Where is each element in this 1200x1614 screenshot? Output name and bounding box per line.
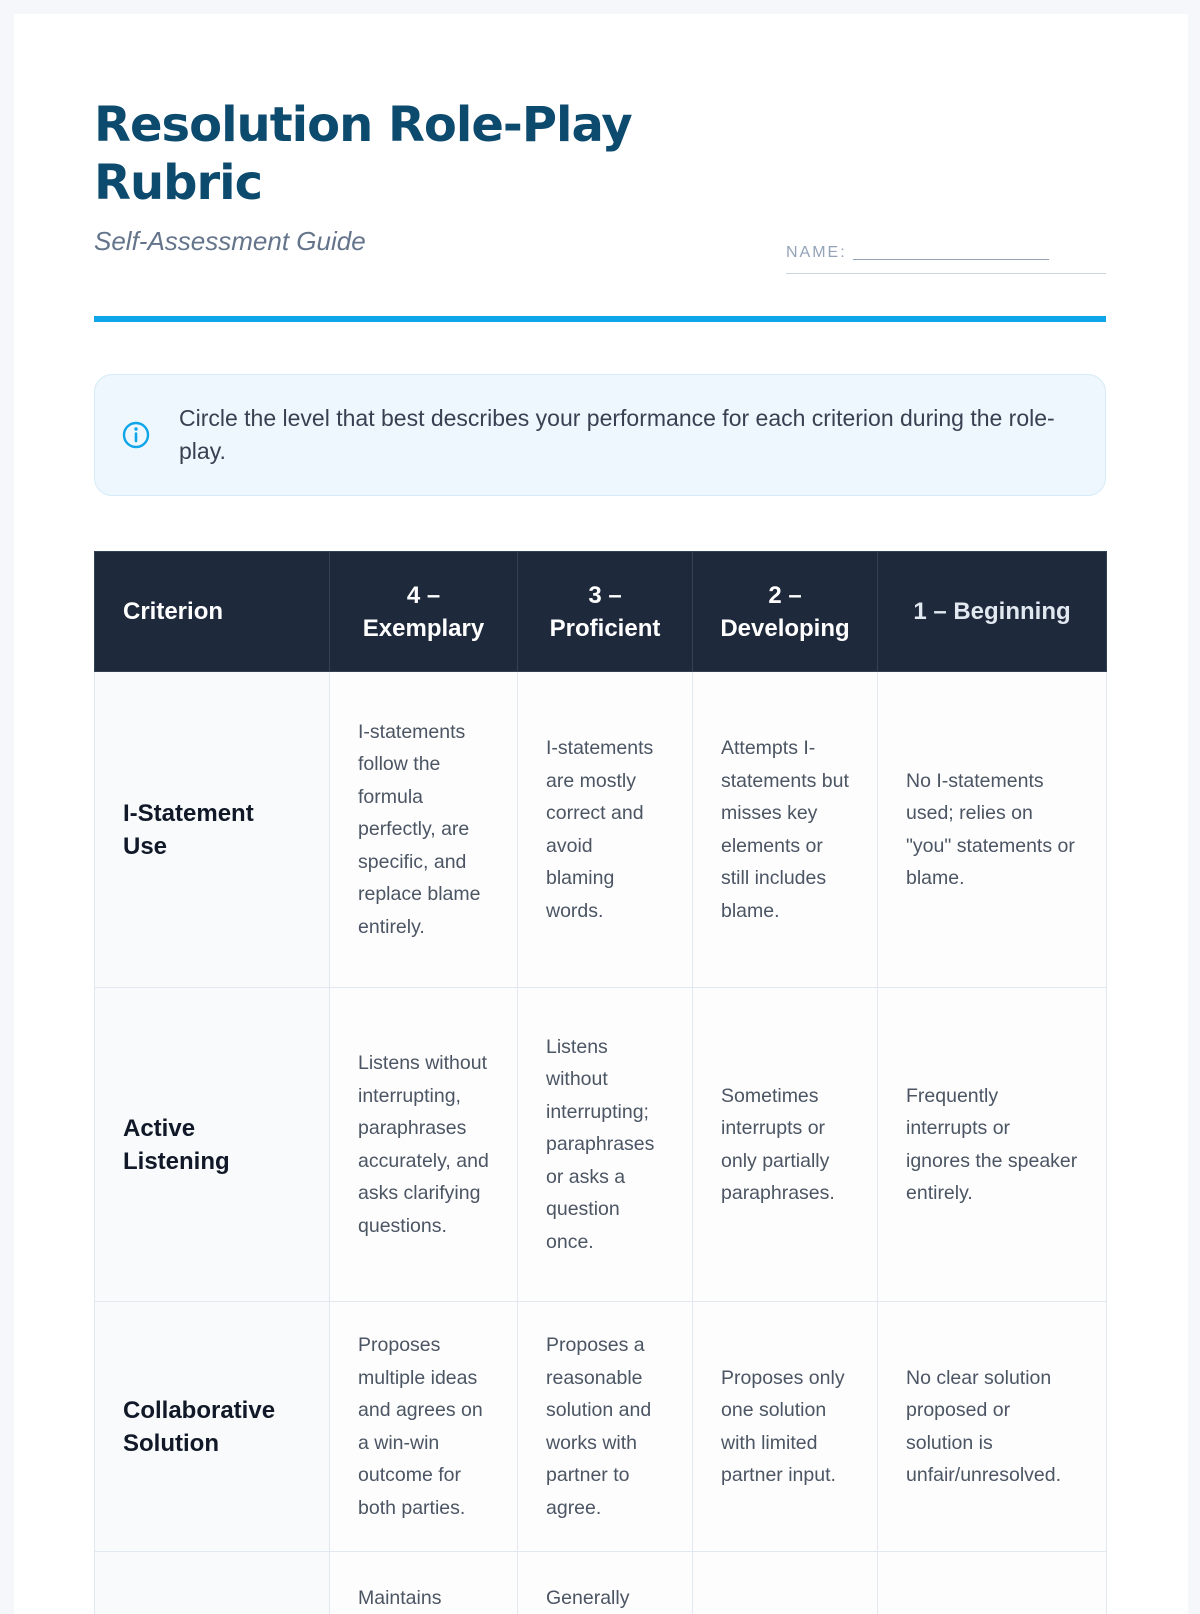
column-header-criterion: Criterion (95, 552, 330, 672)
rubric-sheet (14, 14, 1188, 1614)
name-field[interactable] (786, 236, 1106, 274)
table-row (95, 1552, 1107, 1614)
level-4-cell[interactable]: Proposes multiple ideas and agrees on a win-win outcome for both parties. (330, 1302, 518, 1552)
criterion-cell: I-Statement Use (95, 672, 330, 988)
level-4-cell[interactable]: I-statements follow the formula perfectly, are specific, and replace blame entirely. (330, 672, 518, 988)
column-header-beginning: 1 – Beginning (878, 552, 1107, 672)
table-row (95, 672, 1107, 988)
level-1-cell[interactable] (878, 1552, 1107, 1614)
column-header-exemplary: 4 – Exemplary (330, 552, 518, 672)
column-header-proficient: 3 – Proficient (518, 552, 693, 672)
name-line: ______________________ (853, 244, 1049, 261)
info-icon (121, 420, 151, 450)
table-header-row (95, 552, 1107, 672)
page-title: Resolution Role-Play Rubric (94, 96, 734, 212)
rubric-table (94, 551, 1107, 1614)
level-1-cell[interactable]: No clear solution proposed or solution is unfair/unresolved. (878, 1302, 1107, 1552)
level-1-cell[interactable]: Frequently interrupts or ignores the speaker entirely. (878, 988, 1107, 1302)
level-3-cell[interactable]: Proposes a reasonable solution and works with partner to agree. (518, 1302, 693, 1552)
document-header (94, 96, 1106, 322)
level-3-cell[interactable]: Listens without interrupting; paraphrases or asks a question once. (518, 988, 693, 1302)
level-4-cell[interactable]: Maintains (330, 1552, 518, 1614)
level-2-cell[interactable] (693, 1552, 878, 1614)
name-label: NAME: (786, 244, 847, 261)
level-2-cell[interactable]: Sometimes interrupts or only partially paraphrases. (693, 988, 878, 1302)
level-3-cell[interactable]: Generally (518, 1552, 693, 1614)
table-row (95, 1302, 1107, 1552)
level-3-cell[interactable]: I-statements are mostly correct and avoid blaming words. (518, 672, 693, 988)
column-header-developing: 2 – Developing (693, 552, 878, 672)
table-row (95, 988, 1107, 1302)
criterion-cell (95, 1552, 330, 1614)
level-2-cell[interactable]: Proposes only one solution with limited partner input. (693, 1302, 878, 1552)
page-subtitle: Self-Assessment Guide (94, 226, 1106, 257)
level-2-cell[interactable]: Attempts I-statements but misses key elements or still includes blame. (693, 672, 878, 988)
level-4-cell[interactable]: Listens without interrupting, paraphrases accurately, and asks clarifying questions. (330, 988, 518, 1302)
criterion-cell: Active Listening (95, 988, 330, 1302)
instruction-text: Circle the level that best describes your performance for each criterion during the role-play. (179, 402, 1077, 468)
criterion-cell: Collaborative Solution (95, 1302, 330, 1552)
instruction-callout (94, 374, 1106, 496)
level-1-cell[interactable]: No I-statements used; relies on "you" statements or blame. (878, 672, 1107, 988)
